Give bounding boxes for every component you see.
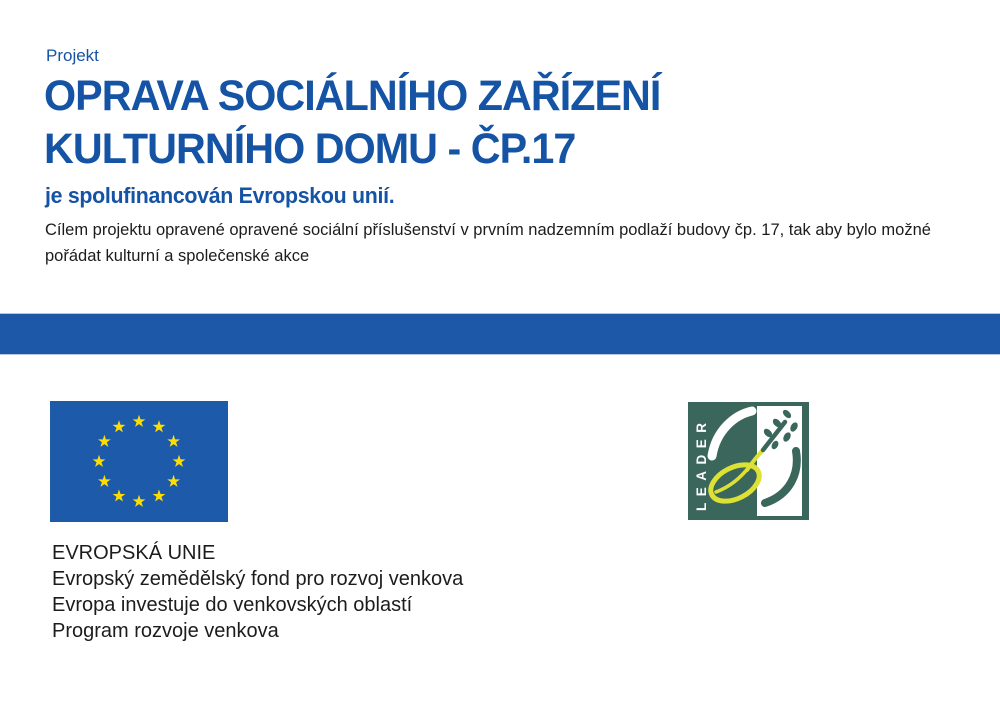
leader-logo-icon [688, 402, 809, 520]
eu-flag-icon [50, 401, 228, 522]
project-title-line1: OPRAVA SOCIÁLNÍHO ZAŘÍZENÍ [44, 72, 661, 120]
funding-line-program: Program rozvoje venkova [52, 620, 279, 642]
funding-line-eu: EVROPSKÁ UNIE [52, 542, 216, 564]
leader-logo-svg [688, 402, 809, 520]
leader-wordmark: LEADER [694, 416, 709, 511]
project-title [44, 70, 660, 176]
funding-line-invest: Evropa investuje do venkovských oblastí [52, 594, 413, 616]
divider-band [0, 313, 1000, 355]
project-title-line2: KULTURNÍHO DOMU - ČP.17 [44, 125, 576, 173]
project-subtitle: je spolufinancován Evropskou unií. [45, 183, 395, 208]
eu-flag-svg [50, 401, 228, 522]
project-kicker: Projekt [46, 46, 99, 65]
funding-line-fund: Evropský zemědělský fond pro rozvoj venkova [52, 568, 464, 590]
project-description: Cílem projektu opravené opravené sociální příslušenství v prvním nadzemním podlaží budovy čp. 17, tak aby bylo možné pořádat kulturní a společenské akce [45, 221, 931, 265]
funding-text-block [52, 540, 463, 644]
